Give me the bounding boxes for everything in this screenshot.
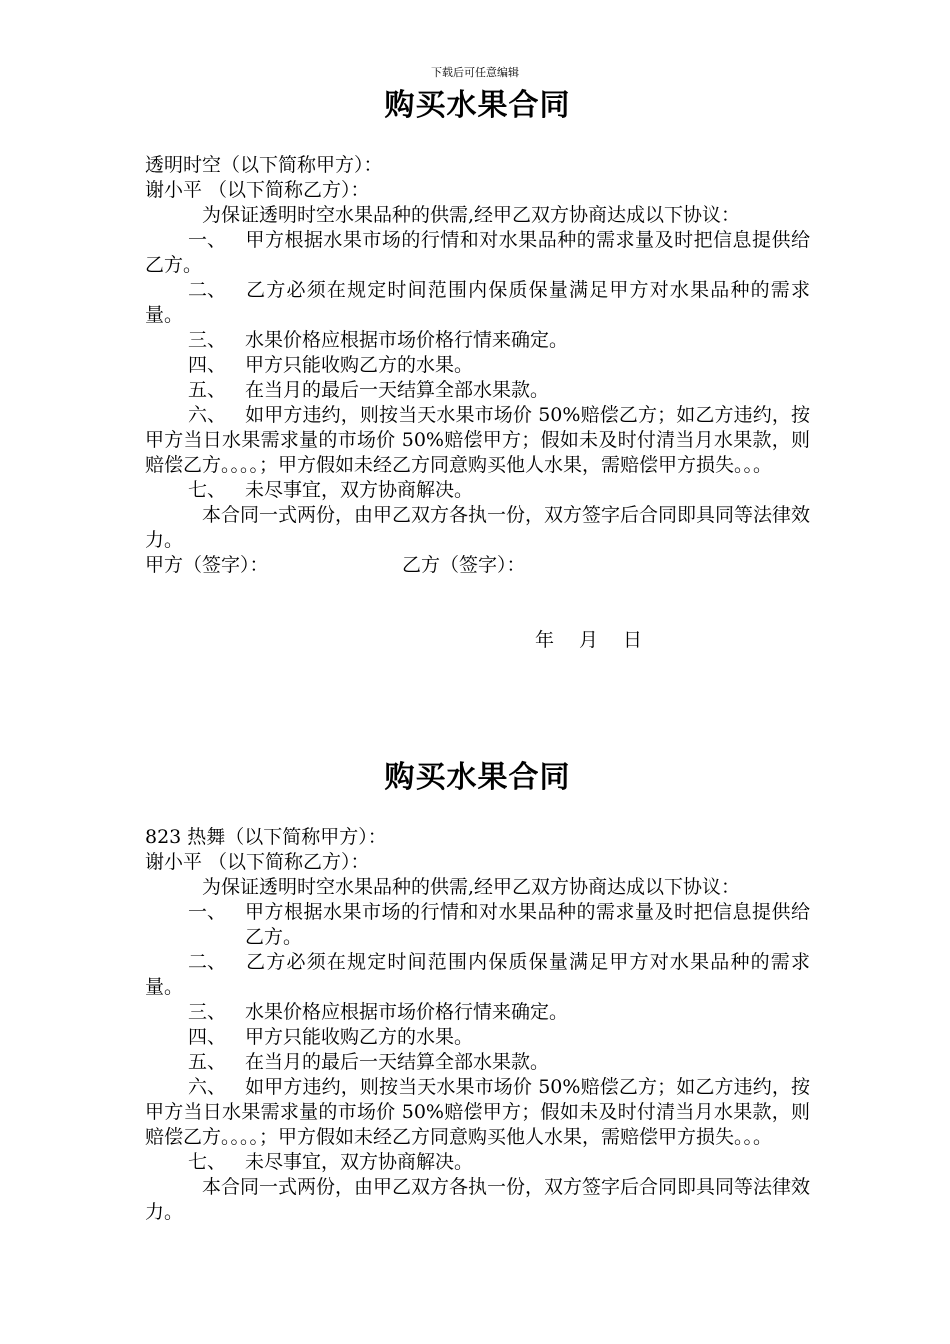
contract-1 xyxy=(145,86,810,653)
clause-2 xyxy=(145,950,810,1000)
clause-4 xyxy=(145,1025,810,1050)
clause-number: 二、 xyxy=(188,951,227,973)
party-b-line: 谢小平 （以下简称乙方）： xyxy=(145,179,370,201)
date-year-label: 年 xyxy=(535,629,555,651)
date-row xyxy=(145,628,810,653)
clause-number: 二、 xyxy=(188,279,227,301)
clause-text: 如甲方违约，则按当天水果市场价 50%赔偿乙方；如乙方违约，按甲方当日水果需求量的市场价 50%赔偿甲方；假如未及时付清当月水果款，则赔偿乙方。。。。；甲方假如未经乙方同意购买他人水果，需赔偿甲方损失。。。 xyxy=(145,404,810,476)
date-day-label: 日 xyxy=(623,629,643,651)
clause-text: 在当月的最后一天结算全部水果款。 xyxy=(245,1051,550,1073)
clause-number: 五、 xyxy=(188,379,227,401)
clause-3 xyxy=(145,328,810,353)
clause-number: 三、 xyxy=(188,329,227,351)
clause-number: 六、 xyxy=(188,1076,227,1098)
contract-title: 购买水果合同 xyxy=(384,88,571,123)
intro-paragraph: 为保证透明时空水果品种的供需,经甲乙双方协商达成以下协议： xyxy=(202,876,741,898)
party-b-signature-label: 乙方（签字）： xyxy=(402,554,526,576)
clause-text: 水果价格应根据市场价格行情来确定。 xyxy=(245,329,569,351)
clause-number: 一、 xyxy=(188,901,227,923)
closing-paragraph: 本合同一式两份，由甲乙双方各执一份，双方签字后合同即具同等法律效力。 xyxy=(145,504,811,551)
clause-text: 未尽事宜，双方协商解决。 xyxy=(245,479,474,501)
clause-number: 七、 xyxy=(188,1151,227,1173)
clause-2 xyxy=(145,278,810,328)
clause-text: 乙方必须在规定时间范围内保质保量满足甲方对水果品种的需求量。 xyxy=(145,279,810,326)
date-month-label: 月 xyxy=(579,629,599,651)
clause-text: 未尽事宜，双方协商解决。 xyxy=(245,1151,474,1173)
clause-text: 甲方只能收购乙方的水果。 xyxy=(245,354,474,376)
clause-number: 一、 xyxy=(188,229,227,251)
clause-4 xyxy=(145,353,810,378)
signature-row xyxy=(145,553,810,578)
clause-5 xyxy=(145,378,810,403)
clause-number: 五、 xyxy=(188,1051,227,1073)
header-note: 下载后可任意编辑 xyxy=(431,66,519,79)
clause-text: 甲方根据水果市场的行情和对水果品种的需求量及时把信息提供给乙方。 xyxy=(145,229,810,276)
clause-text: 如甲方违约，则按当天水果市场价 50%赔偿乙方；如乙方违约，按甲方当日水果需求量的市场价 50%赔偿甲方；假如未及时付清当月水果款，则赔偿乙方。。。。；甲方假如未经乙方同意购买他人水果，需赔偿甲方损失。。。 xyxy=(145,1076,810,1148)
clause-5 xyxy=(145,1050,810,1075)
clause-6 xyxy=(145,1075,810,1150)
clause-text: 甲方根据水果市场的行情和对水果品种的需求量及时把信息提供给乙方。 xyxy=(245,901,810,948)
party-a-signature-label: 甲方（签字）： xyxy=(145,554,269,576)
clause-number: 六、 xyxy=(188,404,227,426)
clause-number: 三、 xyxy=(188,1001,227,1023)
contract-2 xyxy=(145,758,810,1225)
party-a-line: 透明时空（以下简称甲方）： xyxy=(145,154,383,176)
party-b-line: 谢小平 （以下简称乙方）： xyxy=(145,851,370,873)
clause-1 xyxy=(145,228,810,278)
clause-text: 在当月的最后一天结算全部水果款。 xyxy=(245,379,550,401)
clause-3 xyxy=(145,1000,810,1025)
contract-title: 购买水果合同 xyxy=(384,760,571,795)
clause-number: 四、 xyxy=(188,354,227,376)
clause-text: 甲方只能收购乙方的水果。 xyxy=(245,1026,474,1048)
clause-number: 七、 xyxy=(188,479,227,501)
clause-number: 四、 xyxy=(188,1026,227,1048)
clause-7 xyxy=(145,1150,810,1175)
clause-7 xyxy=(145,478,810,503)
intro-paragraph: 为保证透明时空水果品种的供需,经甲乙双方协商达成以下协议： xyxy=(202,204,741,226)
clause-1 xyxy=(145,900,810,950)
clause-6 xyxy=(145,403,810,478)
party-a-line: 823 热舞（以下简称甲方）： xyxy=(145,826,387,848)
closing-paragraph: 本合同一式两份，由甲乙双方各执一份，双方签字后合同即具同等法律效力。 xyxy=(145,1176,811,1223)
clause-text: 乙方必须在规定时间范围内保质保量满足甲方对水果品种的需求量。 xyxy=(145,951,810,998)
clause-text: 水果价格应根据市场价格行情来确定。 xyxy=(245,1001,569,1023)
